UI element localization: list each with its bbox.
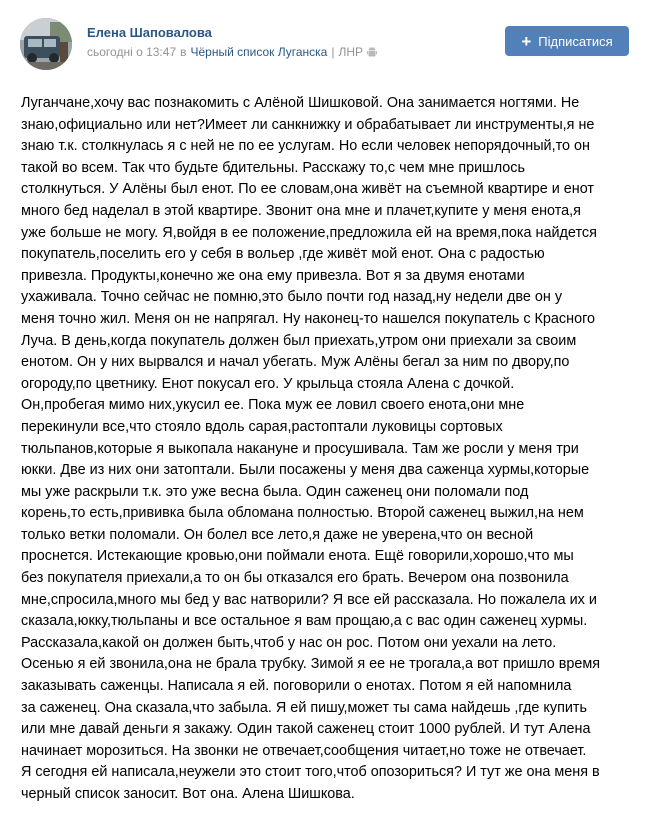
- post-text-line: без покупателя приехали,а то он бы отказался его брать. Вечером она позвонила: [21, 570, 569, 587]
- post-text-line: корень,то есть,прививка была обломана полностью. Второй саженец выжил,на нем: [21, 505, 584, 522]
- post-text: [21, 93, 639, 806]
- post-text-line: ухаживала. Точно сейчас не помню,это было почти год назад,ну недели две он у: [21, 289, 563, 306]
- author-name[interactable]: Елена Шаповалова: [87, 25, 212, 40]
- plus-icon: +: [521, 31, 532, 51]
- post-text-line: огороду,по цветнику. Енот покусал его. У крыльца стояла Алена с дочкой.: [21, 375, 515, 392]
- post-text-line: сказала,юкку,тюльпаны и все остальное я вам прощаю,а с вас один саженец хурмы.: [21, 613, 588, 630]
- post-text-line: Луча. В день,когда покупатель должен был приехать,утром они приехали за своим: [21, 332, 577, 349]
- post-time[interactable]: сьогодні о 13:47: [87, 45, 177, 59]
- post-text-line: мне,спросила,много мы бед у вас натворили? Я все ей рассказала. Но пожалела их и: [21, 591, 597, 608]
- post-text-line: знаю,официально или нет?Имеет ли санкнижку и обрабатывает ли инструменты,я не: [21, 116, 595, 133]
- post-text-line: енотом. Он у них вырвался и начал убегать. Муж Алёны бегал за ним по двору,по: [21, 354, 570, 371]
- post-text-line: покупатель,поселить его у себя в вольер ,где живёт мой енот. Она с радостью: [21, 246, 545, 263]
- post-text-line: тюльпанов,которые я выкопала накануне и просушивала. Там же росли у меня три: [21, 440, 579, 457]
- post-text-line: столкнуться. У Алёны был енот. По ее словам,она живёт на съемной квартире и енот: [21, 181, 594, 198]
- post-text-line: Он,пробегая мимо них,укусил ее. Пока муж ее ловил своего енота,они мне: [21, 397, 525, 414]
- post-text-line: такой во всем. Так что будьте бдительны. Расскажу то,с чем мне пришлось: [21, 159, 525, 176]
- post-text-line: меня точно жил. Меня он не напрягал. Ну наконец-то нашелся покупатель с Красного: [21, 310, 596, 327]
- post-text-line: юкки. Две из них они затоптали. Были посажены у меня два саженца хурмы,которые: [21, 462, 590, 479]
- post-text-line: перекинули все,что стояло вдоль сарая,растоптали луковицы сортовых: [21, 418, 503, 435]
- post-text-line: Осенью я ей звонила,она не брала трубку. Зимой я ее не трогала,а вот пришло время: [21, 656, 601, 673]
- post-text-line: за саженец. Она сказала,что забыла. Я ей пишу,может ты сама найдешь ,где купить: [21, 699, 587, 716]
- post-text-line: много бед наделал в этой квартире. Звонит она мне и плачет,купите у меня енота,я: [21, 202, 581, 219]
- post-text-line: Я сегодня ей написала,неужели это стоит того,чтоб опозориться? И тут же она меня в: [21, 764, 600, 781]
- in-label: в: [180, 45, 187, 59]
- separator: |: [331, 45, 335, 59]
- author-avatar[interactable]: [20, 18, 72, 70]
- post-text-line: начинает морозиться. На звонки не отвечает,сообщения читает,но тоже не отвечает.: [21, 742, 587, 759]
- post-text-line: черный список заносит. Вот она. Алена Шишкова.: [21, 786, 355, 802]
- group-tag: ЛНР: [338, 45, 364, 59]
- post-text-line: привезла. Продукты,конечно же она ему привезла. Вот я за двумя енотами: [21, 267, 525, 284]
- post-meta: [87, 45, 377, 59]
- subscribe-button[interactable]: [505, 26, 629, 56]
- post-text-line: мы уже раскрыли т.к. это уже весна была. Один саженец они поломали под: [21, 483, 529, 500]
- subscribe-label: Підписатися: [538, 33, 613, 49]
- post-text-line: проснется. Истекающие кровью,они поймали енота. Ещё говорили,хорошо,что мы: [21, 548, 574, 565]
- post-text-line: Рассказала,какой он должен быть,чтоб у нас он рос. Потом они уехали на лето.: [21, 634, 557, 651]
- post-text-line: уже больше не могу. Я,войдя в ее положение,предложила ей на время,пока найдется: [21, 224, 597, 241]
- avatar-photo: [20, 18, 72, 70]
- post-text-line: знаю т.к. столкнулась я с ней не по ее услугам. Но если человек непорядочный,то он: [21, 138, 590, 155]
- post-text-line: Луганчане,хочу вас познакомить с Алёной Шишковой. Она занимается ногтями. Не: [21, 95, 580, 111]
- android-icon: [367, 47, 377, 58]
- post-text-line: заказывать саженцы. Написала я ей. поговорили о енотах. Потом я ей напомнила: [21, 678, 572, 695]
- group-link[interactable]: Чёрный список Луганска: [190, 45, 328, 59]
- post-text-line: только ветки поломали. Он болел все лето,я даже не уверена,что он весной: [21, 526, 534, 543]
- post-text-line: или мне давай деньги я закажу. Один такой саженец стоит 1000 рублей. И тут Алена: [21, 721, 591, 738]
